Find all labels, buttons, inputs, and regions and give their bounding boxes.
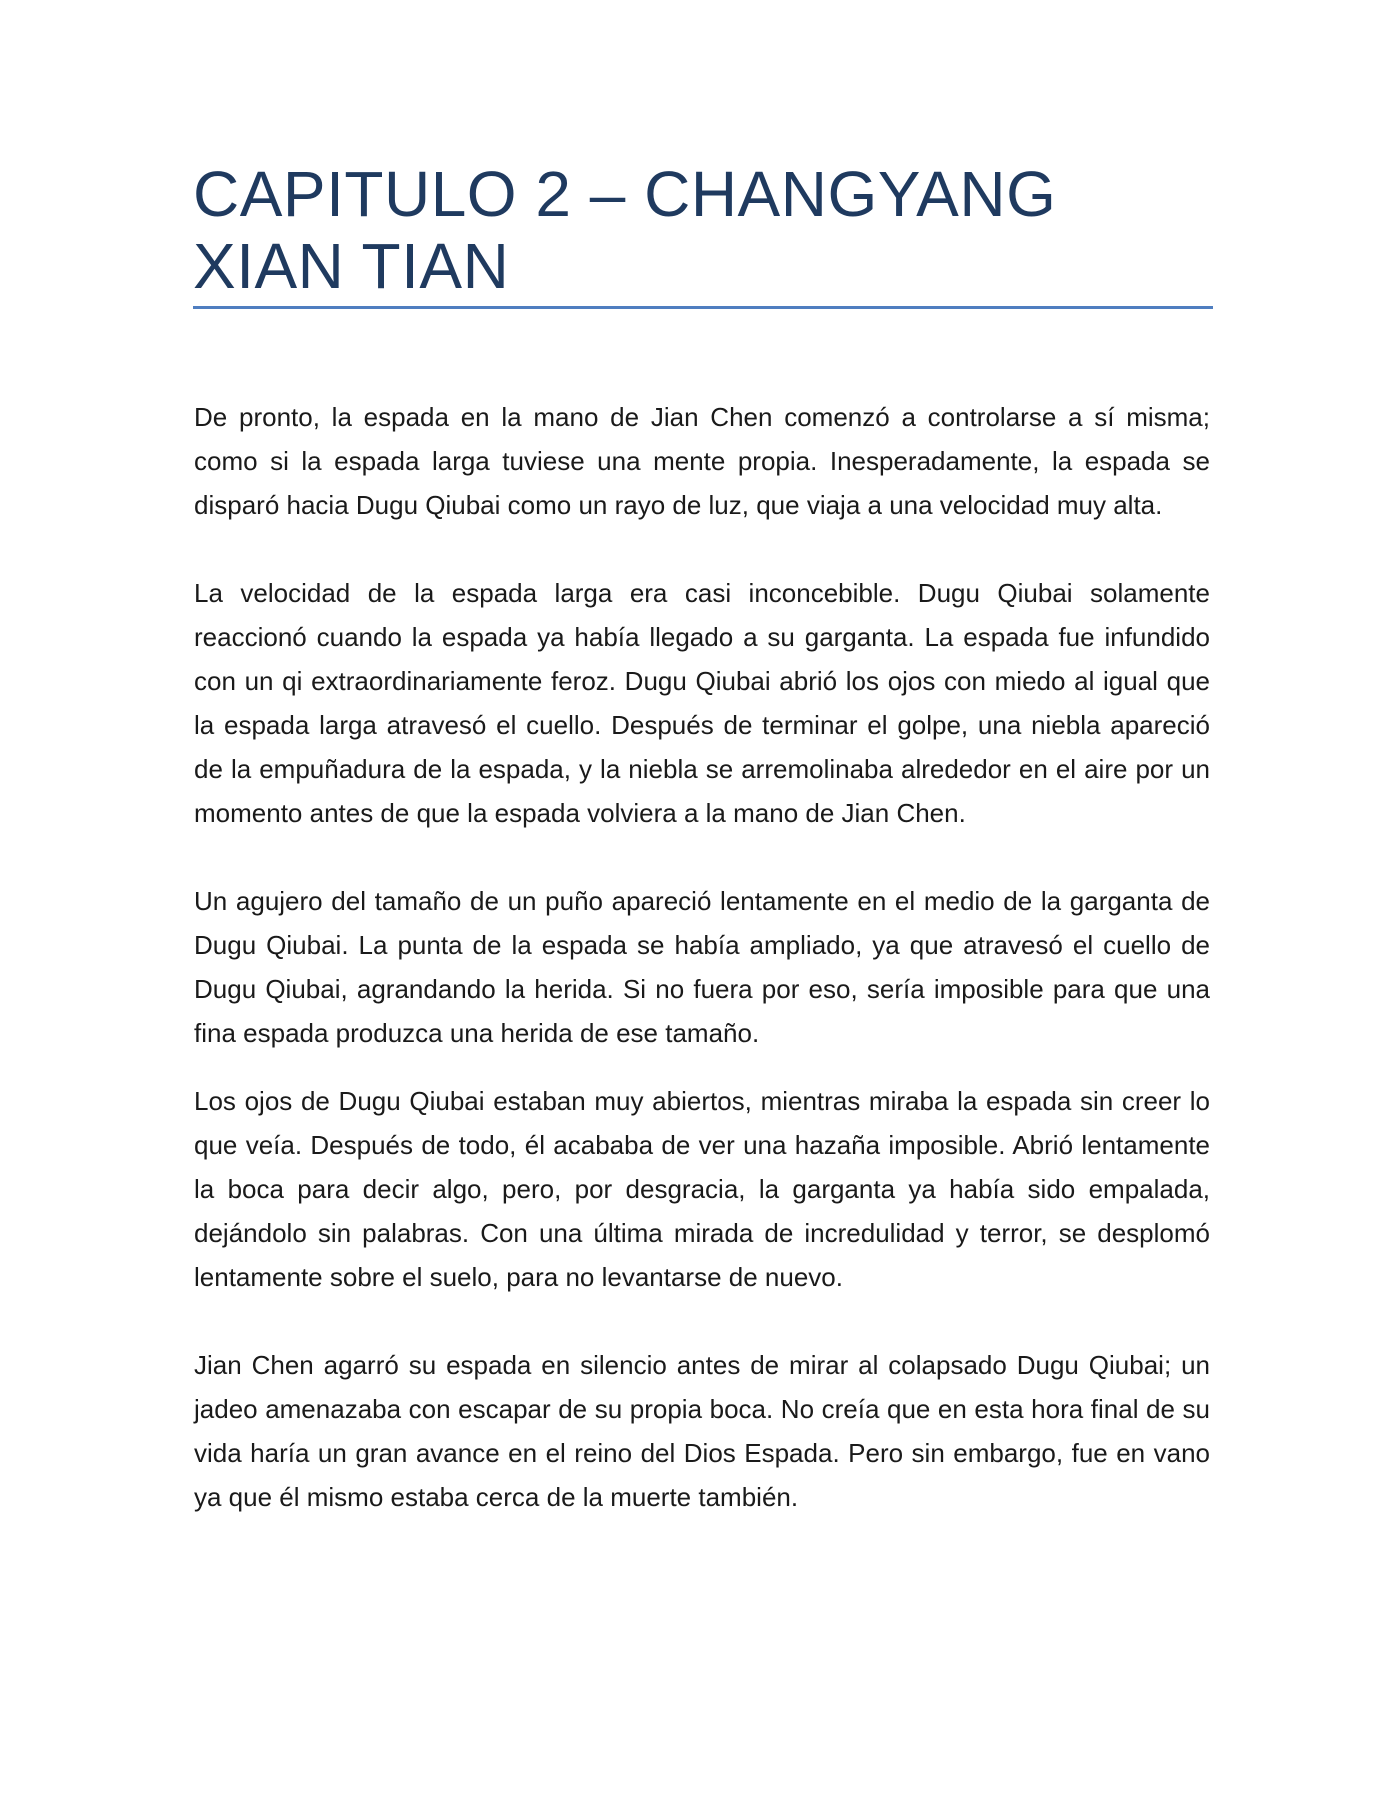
paragraph-1: De pronto, la espada en la mano de Jian Chen comenzó a controlarse a sí misma; como si la espada larga tuviese una mente propia. Inesperadamente, la espada se disparó hacia Dugu Qiubai como un rayo de luz, que viaja a una velocidad muy alta. (194, 402, 1210, 520)
paragraph-5: Jian Chen agarró su espada en silencio antes de mirar al colapsado Dugu Qiubai; un jadeo amenazaba con escapar de su propia boca. No creía que en esta hora final de su vida haría un gran avance en el reino del Dios Espada. Pero sin embargo, fue en vano ya que él mismo estaba cerca de la muerte también. (194, 1350, 1210, 1512)
chapter-title: CAPITULO 2 – CHANGYANG XIAN TIAN (193, 158, 1057, 302)
paragraph-2: La velocidad de la espada larga era casi inconcebible. Dugu Qiubai solamente reaccionó cuando la espada ya había llegado a su garganta. La espada fue infundido con un qi extraordinariamente feroz. Dugu Qiubai abrió los ojos con miedo al igual que la espada larga atravesó el cuello. Después de terminar el golpe, una niebla apareció de la empuñadura de la espada, y la niebla se arremolinaba alrededor en el aire por un momento antes de que la espada volviera a la mano de Jian Chen. (194, 578, 1210, 828)
title-underline (193, 306, 1213, 309)
paragraph-4: Los ojos de Dugu Qiubai estaban muy abiertos, mientras miraba la espada sin creer lo que veía. Después de todo, él acababa de ver una hazaña imposible. Abrió lentamente la boca para decir algo, pero, por desgracia, la garganta ya había sido empalada, dejándolo sin palabras. Con una última mirada de incredulidad y terror, se desplomó lentamente sobre el suelo, para no levantarse de nuevo. (194, 1086, 1210, 1292)
document-body (194, 395, 1210, 1519)
paragraph-3: Un agujero del tamaño de un puño apareció lentamente en el medio de la garganta de Dugu Qiubai. La punta de la espada se había ampliado, ya que atravesó el cuello de Dugu Qiubai, agrandando la herida. Si no fuera por eso, sería imposible para que una fina espada produzca una herida de ese tamaño. (194, 886, 1210, 1048)
